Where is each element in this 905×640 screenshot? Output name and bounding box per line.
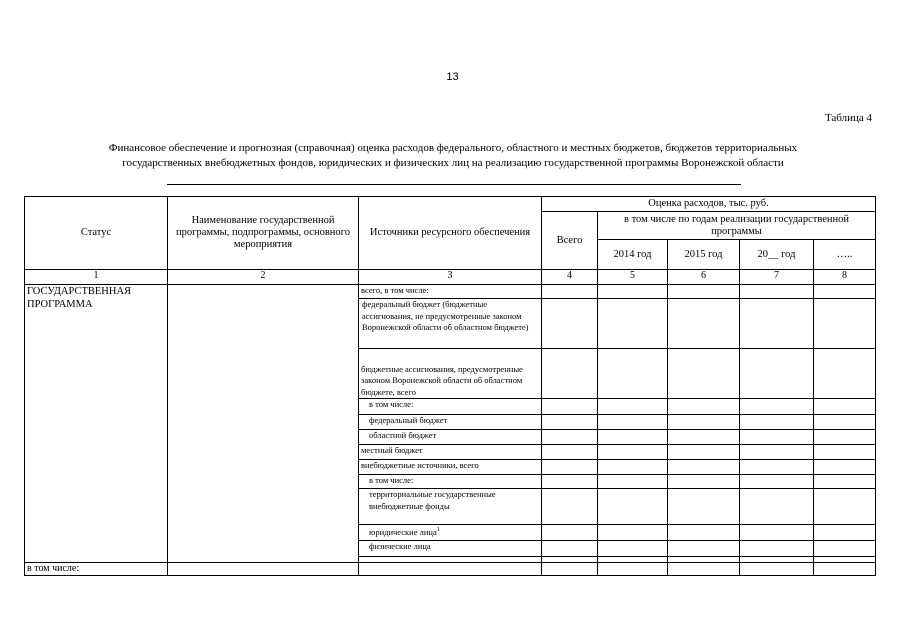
header-program-name: Наименование государственной программы, подпрограммы, основного мероприятия [168,197,359,270]
financing-table [24,196,876,576]
heading-line-1: Финансовое обеспечение и прогнозная (справочная) оценка расходов федерального, областного и местных бюджетов, бюджетов территориальных [108,142,798,154]
table-row [25,563,876,576]
column-number: 2 [168,270,359,285]
source-legal-label: юридические лица [369,526,437,537]
heading-line-2: государственных внебюджетных фондов, юридических и физических лиц на реализацию государственной программы Воронежской области [122,157,784,169]
table-row [25,285,876,299]
table-heading [50,141,856,171]
table-label: Таблица 4 [824,112,872,124]
source-federal-unprovided: федеральный бюджет (бюджетные ассигнования, не предусмотренные законом Воронежской области об областном бюджете) [359,299,542,349]
header-year-more: ….. [814,240,876,270]
header-status: Статус [25,197,168,270]
header-year-20xx: 20__ год [740,240,814,270]
column-number: 7 [740,270,814,285]
page-number: 13 [446,71,459,83]
source-individuals: физические лица [359,541,542,557]
source-offbudget: внебюджетные источники, всего [359,460,542,475]
header-year-2014: 2014 год [598,240,668,270]
source-including-1: в том числе: [359,399,542,415]
source-local: местный бюджет [359,445,542,460]
column-number: 4 [542,270,598,285]
heading-underline [167,184,741,185]
header-year-2015: 2015 год [668,240,740,270]
source-territorial-funds: территориальные государственные внебюджетные фонды [359,489,542,525]
program-name-cell [168,285,359,563]
header-by-years: в том числе по годам реализации государственной программы [598,212,876,240]
column-numbers-row [25,270,876,285]
footer-including: в том числе: [25,563,168,576]
source-legal-entities [359,525,542,541]
column-number: 6 [668,270,740,285]
source-including-2: в том числе: [359,475,542,489]
header-sources: Источники ресурсного обеспечения [359,197,542,270]
footnote-marker: 1 [436,527,440,533]
column-number: 1 [25,270,168,285]
source-federal: федеральный бюджет [359,415,542,430]
source-all: всего, в том числе: [359,285,542,299]
column-number: 3 [359,270,542,285]
source-regional: областной бюджет [359,430,542,445]
column-number: 8 [814,270,876,285]
column-number: 5 [598,270,668,285]
header-total: Всего [542,212,598,270]
status-cell: ГОСУДАРСТВЕННАЯ ПРОГРАММА [25,285,168,563]
header-estimate: Оценка расходов, тыс. руб. [542,197,876,212]
source-budget-total: бюджетные ассигнования, предусмотренные законом Воронежской области об областном бюджете, всего [359,349,542,399]
